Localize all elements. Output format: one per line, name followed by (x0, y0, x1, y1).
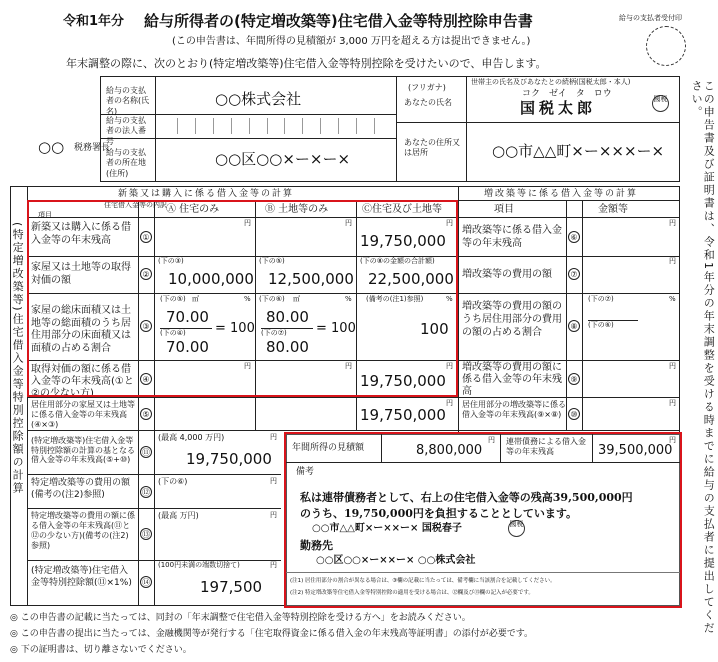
remark-line-2[interactable]: のうち、19,750,000円を負担することとしています。 (300, 507, 578, 520)
joint-debtor-seal: 國税 (508, 520, 525, 537)
row11-note: (最高 4,000 万円) (158, 433, 225, 442)
yen-unit: 円 (669, 436, 676, 444)
row3-b-bottom[interactable]: 80.00 (266, 338, 309, 356)
side-instruction: この申告書及び証明書は、令和1年分の年末調整を受ける時までに給与の支払者に提出してください。 (690, 80, 716, 635)
row2-b-value[interactable]: 12,500,000 (268, 270, 354, 288)
row3-b-note-bottom: (下の⑦) (261, 329, 287, 337)
row1-label: 新築又は購入に係る借入金等の年末残高 (31, 222, 131, 246)
payer-address-value[interactable]: ○○区○○×ー×ー× (215, 150, 351, 168)
row14-note: (100円未満の端数切捨て) (158, 561, 240, 569)
row12-note: (下の⑥) (158, 477, 188, 486)
form-title: 給与所得者の(特定増改築等)住宅借入金等特別控除申告書 (144, 12, 533, 30)
yen-unit: 円 (270, 433, 277, 441)
row3-c-value[interactable]: 100 (420, 320, 449, 338)
row14-value[interactable]: 197,500 (200, 578, 263, 596)
right-row6-num: ⑥ (568, 231, 580, 243)
row12-num: ⑫ (142, 488, 150, 497)
yen-unit: 円 (446, 399, 453, 407)
row11-value[interactable]: 19,750,000 (186, 450, 272, 468)
right-row6-label: 増改築等に係る借入金等の年末残高 (462, 225, 562, 249)
row5-num: ⑤ (140, 408, 152, 420)
row14-label: (特定増改築等)住宅借入金等特別控除額(⑪×1%) (31, 566, 132, 588)
corporate-number-field[interactable] (160, 118, 392, 134)
row1-c-value[interactable]: 19,750,000 (360, 232, 446, 250)
row3-a-note-top: (下の⑤) (160, 295, 186, 303)
right-row9-num: ⑨ (568, 373, 580, 385)
footer-note-3: ◎ 下の証明書は、切り離さないでください。 (10, 645, 192, 655)
right-row7-label: 増改築等の費用の額 (462, 269, 552, 280)
era-label: 令和1年分 (63, 14, 125, 29)
remarks-label: 備考 (296, 467, 315, 477)
applicant-name-value[interactable]: 国税太郎 (520, 99, 597, 117)
yen-unit: 円 (270, 561, 277, 569)
row2-b-note: (下の⑤) (259, 257, 285, 265)
row13-label: 特定増改築等の費用の額に係る借入金等の年末残高(⑪と⑫の少ない方)(備考の(注2)参照) (31, 511, 135, 550)
yen-unit: 円 (446, 362, 453, 370)
item-header-right: 項目 (494, 204, 514, 215)
yen-unit: 円 (270, 511, 277, 519)
row4-label: 取得対価の額に係る借入金等の年末残高(①と②の少ない方) (31, 364, 134, 399)
payer-number-label: 給与の支払者の法人番号 (106, 116, 146, 146)
remarks-note-1: (注1) 居住用部分の割合が異なる場合は、③欄の記載に当たっては、備考欄に当該割合を記載してください。 (290, 577, 556, 584)
joint-debt-label: 連帯債務による借入金等の年末残高 (506, 437, 586, 456)
col-c-header: Ⓒ住宅及び土地等 (362, 204, 442, 215)
intro-text: 年末調整の際に、次のとおり(特定増改築等)住宅借入金等特別控除を受けたいので、申告します。 (66, 57, 547, 70)
right-row8-note-bottom: (下の⑥) (588, 321, 614, 329)
row3-a-note-bottom: (下の④) (160, 329, 186, 337)
applicant-furigana[interactable]: コク ゼイ タ ロウ (522, 89, 612, 99)
yen-unit: 円 (669, 257, 676, 265)
row2-num: ② (140, 268, 152, 280)
m2-unit: ㎡ (293, 295, 300, 303)
tax-office-suffix: 税務署長 (74, 143, 111, 153)
breakdown-corner-label: 住宅借入金等の内訳 (104, 201, 167, 209)
row2-c-note: (下の⑧の金額の合計額) (360, 257, 435, 265)
yen-unit: 円 (669, 399, 676, 407)
yen-unit: 円 (488, 436, 495, 444)
remark-line-3[interactable]: ○○市△△町×ー××ー× 国税春子 (312, 523, 462, 534)
row2-label: 家屋又は土地等の取得対価の額 (31, 262, 131, 286)
row5-label: 居住用部分の家屋又は土地等に係る借入金等の年末残高(④×③) (31, 400, 135, 429)
row12-label: 特定増改築等の費用の額(備考の(注2)参照) (31, 478, 131, 500)
stamp-label: 給与の支払者受付印 (619, 14, 682, 22)
row13-note: (最高 万円) (158, 511, 199, 520)
highlight-new-purchase (27, 200, 458, 397)
yen-unit: 円 (345, 362, 352, 370)
yen-unit: 円 (446, 219, 453, 227)
remark-line-1[interactable]: 私は連帯債務者として、右上の住宅借入金等の残高39,500,000円 (300, 491, 633, 504)
household-head-note: 世帯主の氏名及びあなたとの続柄(国税太郎・本人) (471, 78, 631, 86)
row11-label: (特定増改築等)住宅借入金等特別控除額の計算の基となる借入金等の年末残高(⑤+⑩) (31, 436, 135, 465)
col-b-header: Ⓑ 土地等のみ (265, 204, 329, 215)
right-row9-label: 増改築等の費用の額に係る借入金等の年末残高 (462, 362, 562, 397)
right-section-title: 増改築等に係る借入金等の計算 (484, 189, 639, 199)
furigana-label: (フリガナ) (408, 83, 446, 92)
row2-a-note: (下の③) (158, 257, 184, 265)
row3-a-bottom[interactable]: 70.00 (166, 338, 209, 356)
remark-line-4[interactable]: 勤務先 (300, 539, 333, 552)
right-row7-num: ⑦ (568, 268, 580, 280)
row2-c-value[interactable]: 22,500,000 (368, 270, 454, 288)
row3-label: 家屋の総床面積又は土地等の総面積のうち居住用部分の床面積又は面積の占める割合 (31, 305, 131, 354)
receipt-stamp-circle (646, 26, 686, 66)
right-row8-num: ⑧ (568, 320, 580, 332)
payer-name-value[interactable]: ○○株式会社 (215, 90, 302, 108)
yen-unit: 円 (345, 219, 352, 227)
income-label: 年間所得の見積額 (292, 443, 365, 453)
pct-unit: % (345, 295, 352, 303)
applicant-seal: 國税 (652, 95, 669, 112)
left-vertical-label: (特定増改築等)住宅借入金等特別控除額の計算 (11, 222, 25, 495)
row3-c-note: (備考の(注1)参照) (366, 295, 424, 303)
applicant-address-value[interactable]: ○○市△△町×ー×××ー× (492, 142, 665, 160)
yen-unit: 円 (669, 219, 676, 227)
right-row10-label: 居住用部分の増改築等に係る借入金等の年末残高(⑨×⑧) (462, 400, 566, 419)
row11-num: ⑪ (142, 448, 150, 457)
right-row8-unit: % (669, 295, 676, 303)
m2-unit: ㎡ (192, 295, 199, 303)
row13-num: ⑬ (142, 530, 150, 539)
col-a-header: Ⓐ 住宅のみ (166, 204, 220, 215)
left-section-title: 新築又は購入に係る借入金等の計算 (118, 189, 295, 199)
row3-a-result: = 100 (215, 321, 255, 336)
highlight-remarks (284, 432, 682, 608)
form-subtitle: (この申告書は、年間所得の見積額が 3,000 万円を超える方は提出できません。) (172, 36, 531, 47)
yen-unit: 円 (244, 362, 251, 370)
income-value[interactable]: 8,800,000 (416, 443, 483, 458)
row3-a-top[interactable]: 70.00 (166, 308, 209, 326)
right-row8-note-top: (下の⑦) (588, 295, 614, 303)
row2-a-value[interactable]: 10,000,000 (168, 270, 254, 288)
applicant-name-label: あなたの氏名 (404, 98, 452, 107)
remark-line-5[interactable]: ○○区○○×ー××ー× ○○株式会社 (316, 555, 476, 566)
yen-unit: 円 (270, 477, 277, 485)
joint-debt-value[interactable]: 39,500,000 (598, 443, 673, 458)
footer-note-1: ◎ この申告書の記載に当たっては、同封の「年末調整で住宅借入金等特別控除を受ける方へ」をお読みください。 (10, 613, 471, 623)
row3-b-result: = 100 (316, 321, 356, 336)
row14-num: ⑭ (142, 578, 150, 587)
payer-address-label: 給与の支払者の所在地(住所) (106, 148, 146, 178)
row1-num: ① (140, 231, 152, 243)
pct-unit: % (446, 295, 453, 303)
right-row10-num: ⑩ (568, 408, 580, 420)
row5-c-value[interactable]: 19,750,000 (360, 406, 446, 424)
row3-b-top[interactable]: 80.00 (266, 308, 309, 326)
row3-b-note-top: (下の⑥) (259, 295, 285, 303)
tax-office-name: ○○ (38, 138, 65, 156)
yen-unit: 円 (669, 362, 676, 370)
payer-name-label: 給与の支払者の名称(氏名) (106, 86, 150, 116)
item-header-left: 項目 (38, 211, 52, 219)
amount-header-right: 金額等 (598, 204, 628, 215)
applicant-address-label: あなたの住所又は居所 (404, 138, 460, 158)
yen-unit: 円 (244, 219, 251, 227)
row4-num: ④ (140, 373, 152, 385)
row3-num: ③ (140, 320, 152, 332)
row4-c-value[interactable]: 19,750,000 (360, 372, 446, 390)
remarks-note-2: (注2) 特定増改築等住宅借入金等特別控除の適用を受ける場合は、⑫欄及び⑬欄の記入が必要です。 (290, 589, 534, 596)
pct-unit: % (244, 295, 251, 303)
footer-note-2: ◎ この申告書の提出に当たっては、金融機関等が発行する「住宅取得資金に係る借入金の年末残高等証明書」の添付が必要です。 (10, 629, 533, 639)
right-row8-label: 増改築等の費用の額のうち居住用部分の費用の額の占める割合 (462, 301, 562, 338)
